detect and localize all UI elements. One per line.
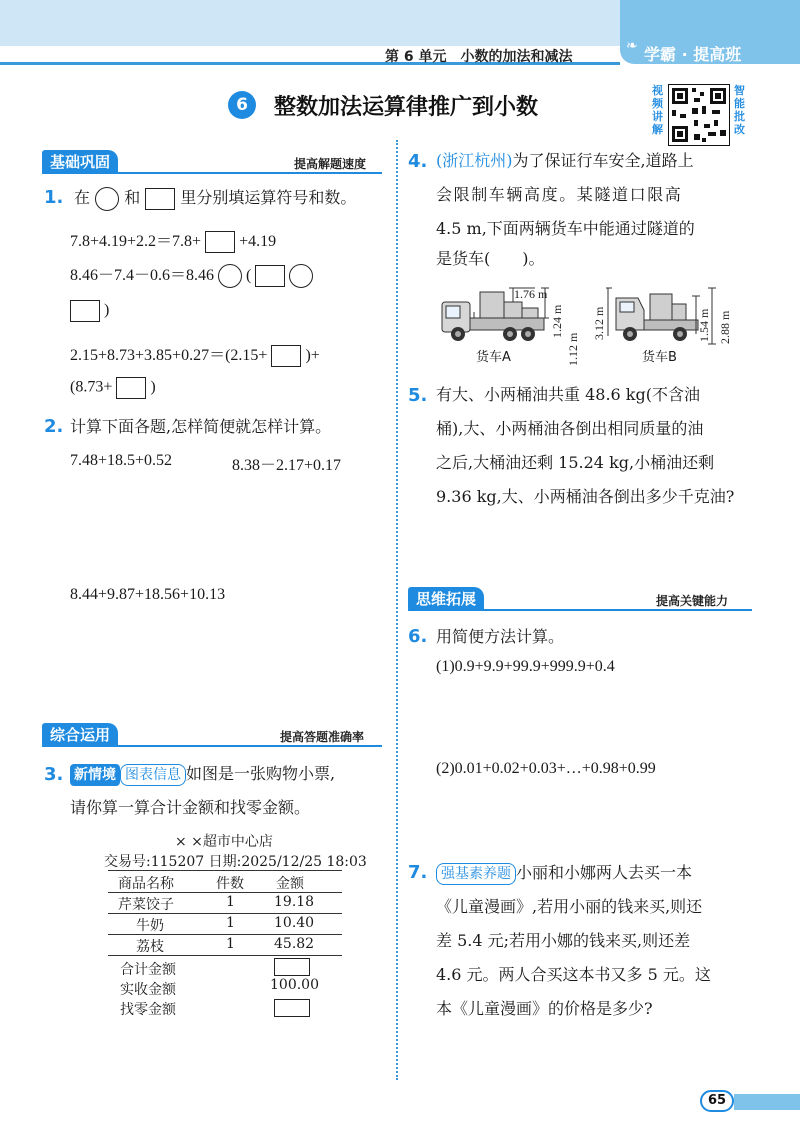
truck-a-dim-2: 1.24 m [550, 304, 564, 338]
answer-box[interactable] [205, 231, 235, 253]
q1-line-2: 8.46－7.4－0.6＝8.46 ( [70, 262, 313, 288]
receipt-header-amount: 金额 [276, 876, 304, 892]
q5-line-2: 桶),大、小两桶油各倒出相同质量的油 [436, 419, 704, 438]
tag-new-context: 新情境 [70, 764, 120, 786]
receipt-rule-head [108, 892, 342, 893]
section-extend-tag: 思维拓展 [408, 587, 484, 611]
section-apply-line [42, 745, 382, 747]
q6-part-2: (2)0.01+0.02+0.03+…+0.98+0.99 [436, 760, 656, 777]
q2-prompt: 计算下面各题,怎样简便就怎样计算。 [70, 417, 332, 436]
truck-a-label: 货车A [476, 350, 511, 365]
receipt-row-name: 牛奶 [136, 918, 164, 934]
q7-line-1: 强基素养题 小丽和小娜两人去买一本 [436, 856, 692, 890]
truck-b-label: 货车B [642, 350, 677, 365]
receipt-rule-row [108, 934, 342, 935]
q5-number: 5. [408, 385, 428, 406]
q2-number: 2. [44, 416, 64, 437]
truck-b-dim-2: 1.54 m [697, 308, 711, 342]
receipt-row-amount: 10.40 [274, 915, 315, 931]
receipt-total-label: 合计金额 [120, 962, 176, 978]
q2-expr-1: 7.48+18.5+0.52 [70, 452, 173, 469]
answer-box[interactable] [116, 377, 146, 399]
truck-a-dim-3: 1.12 m [566, 332, 580, 366]
q7-line-3: 差 5.4 元;若用小娜的钱来买,则还差 [436, 931, 691, 950]
circle-blank-icon [95, 187, 119, 211]
tag-core-literacy: 强基素养题 [436, 863, 516, 885]
truck-b-dim-1: 3.12 m [592, 306, 606, 340]
q1-prompt: 在 和 里分别填运算符号和数。 [74, 181, 356, 215]
receipt-rule-bottom [108, 955, 342, 956]
brand-title: 学霸 · 提高班 [644, 45, 742, 64]
truck-a-dim-1: 1.76 m [514, 287, 548, 301]
q4-line-2: 会限制车辆高度。某隧道口限高 [436, 185, 683, 204]
q7-line-4: 4.6 元。两人合买这本书又多 5 元。这 [436, 965, 711, 984]
q7-line-2: 《儿童漫画》,若用小丽的钱来买,则还 [436, 897, 703, 916]
receipt-rule-top [108, 870, 342, 871]
receipt-change-box[interactable] [274, 999, 310, 1017]
q1-line-3: ) [70, 300, 109, 322]
q3-prompt-2: 请你算一算合计金额和找零金额。 [70, 798, 311, 817]
q6-prompt: 用简便方法计算。 [436, 627, 565, 646]
q5-line-3: 之后,大桶油还剩 15.24 kg,小桶油还剩 [436, 453, 715, 472]
receipt-row-qty: 1 [226, 936, 235, 952]
lesson-number: 6 [228, 91, 256, 119]
q4-number: 4. [408, 151, 428, 172]
qr-code-icon[interactable] [668, 84, 730, 146]
truck-b-dim-3: 2.88 m [718, 310, 732, 344]
header-band [0, 0, 620, 46]
receipt-row-name: 荔枝 [136, 939, 164, 955]
q3-number: 3. [44, 764, 64, 785]
q4-line-4: 是货车( )。 [436, 249, 545, 268]
q4-line-3: 4.5 m,下面两辆货车中能通过隧道的 [436, 219, 695, 238]
q6-number: 6. [408, 626, 428, 647]
page-number: 65 [700, 1090, 734, 1112]
q7-line-5: 本《儿童漫画》的价格是多少? [436, 999, 653, 1018]
q1-line-1: 7.8+4.19+2.2＝7.8+ +4.19 [70, 228, 276, 253]
receipt-store: × ×超市中心店 [175, 834, 273, 850]
answer-circle[interactable] [218, 264, 242, 288]
receipt-row-qty: 1 [226, 894, 235, 910]
q7-number: 7. [408, 862, 428, 883]
qr-right-label: 智能批改 [734, 84, 745, 136]
section-basic-note: 提高解题速度 [294, 157, 367, 171]
tag-chart-info: 图表信息 [120, 764, 186, 786]
receipt-change-label: 找零金额 [120, 1002, 176, 1018]
answer-circle[interactable] [289, 264, 313, 288]
page-bar [734, 1094, 800, 1110]
receipt-row-amount: 45.82 [274, 936, 315, 952]
q4-source: (浙江杭州) [436, 151, 513, 170]
lesson-title: 整数加法运算律推广到小数 [274, 95, 539, 120]
receipt-row-name: 芹菜饺子 [118, 897, 174, 913]
q2-expr-3: 8.44+9.87+18.56+10.13 [70, 586, 226, 603]
receipt-total-box[interactable] [274, 958, 310, 976]
q1-line-5: (8.73+ ) [70, 377, 156, 399]
q5-line-1: 有大、小两桶油共重 48.6 kg(不含油 [436, 385, 700, 404]
answer-box[interactable] [70, 300, 100, 322]
column-divider [396, 140, 398, 1080]
receipt-txn: 交易号:115207 日期:2025/12/25 18:03 [104, 854, 367, 870]
receipt-rule-row [108, 913, 342, 914]
answer-box[interactable] [255, 265, 285, 287]
section-apply-tag: 综合运用 [42, 723, 118, 747]
q3-prompt-1: 新情境 图表信息 如图是一张购物小票, [70, 757, 335, 791]
q1-number: 1. [44, 187, 64, 208]
q2-expr-2: 8.38－2.17+0.17 [232, 457, 342, 474]
receipt-header-qty: 件数 [216, 876, 244, 892]
receipt-row-qty: 1 [226, 915, 235, 931]
section-extend-note: 提高关键能力 [656, 594, 729, 608]
answer-box[interactable] [271, 345, 301, 367]
q1-line-4: 2.15+8.73+3.85+0.27＝(2.15+ )+ [70, 342, 320, 367]
box-blank-icon [145, 188, 175, 210]
section-basic-tag: 基础巩固 [42, 150, 118, 174]
section-extend-line [408, 609, 752, 611]
q6-part-1: (1)0.9+9.9+99.9+999.9+0.4 [436, 658, 615, 675]
section-apply-note: 提高答题准确率 [280, 730, 365, 744]
receipt-paid-label: 实收金额 [120, 982, 176, 998]
unit-title: 第 6 单元 小数的加法和减法 [385, 49, 573, 65]
q5-line-4: 9.36 kg,大、小两桶油各倒出多少千克油? [436, 487, 735, 506]
receipt-header-name: 商品名称 [118, 876, 174, 892]
qr-left-label: 视频讲解 [652, 84, 663, 136]
q4-line-1: (浙江杭州)为了保证行车安全,道路上 [436, 151, 694, 170]
receipt-row-amount: 19.18 [274, 894, 315, 910]
receipt-paid-value: 100.00 [270, 977, 319, 993]
sprout-icon: ❧ [626, 38, 638, 54]
section-basic-line [42, 172, 382, 174]
